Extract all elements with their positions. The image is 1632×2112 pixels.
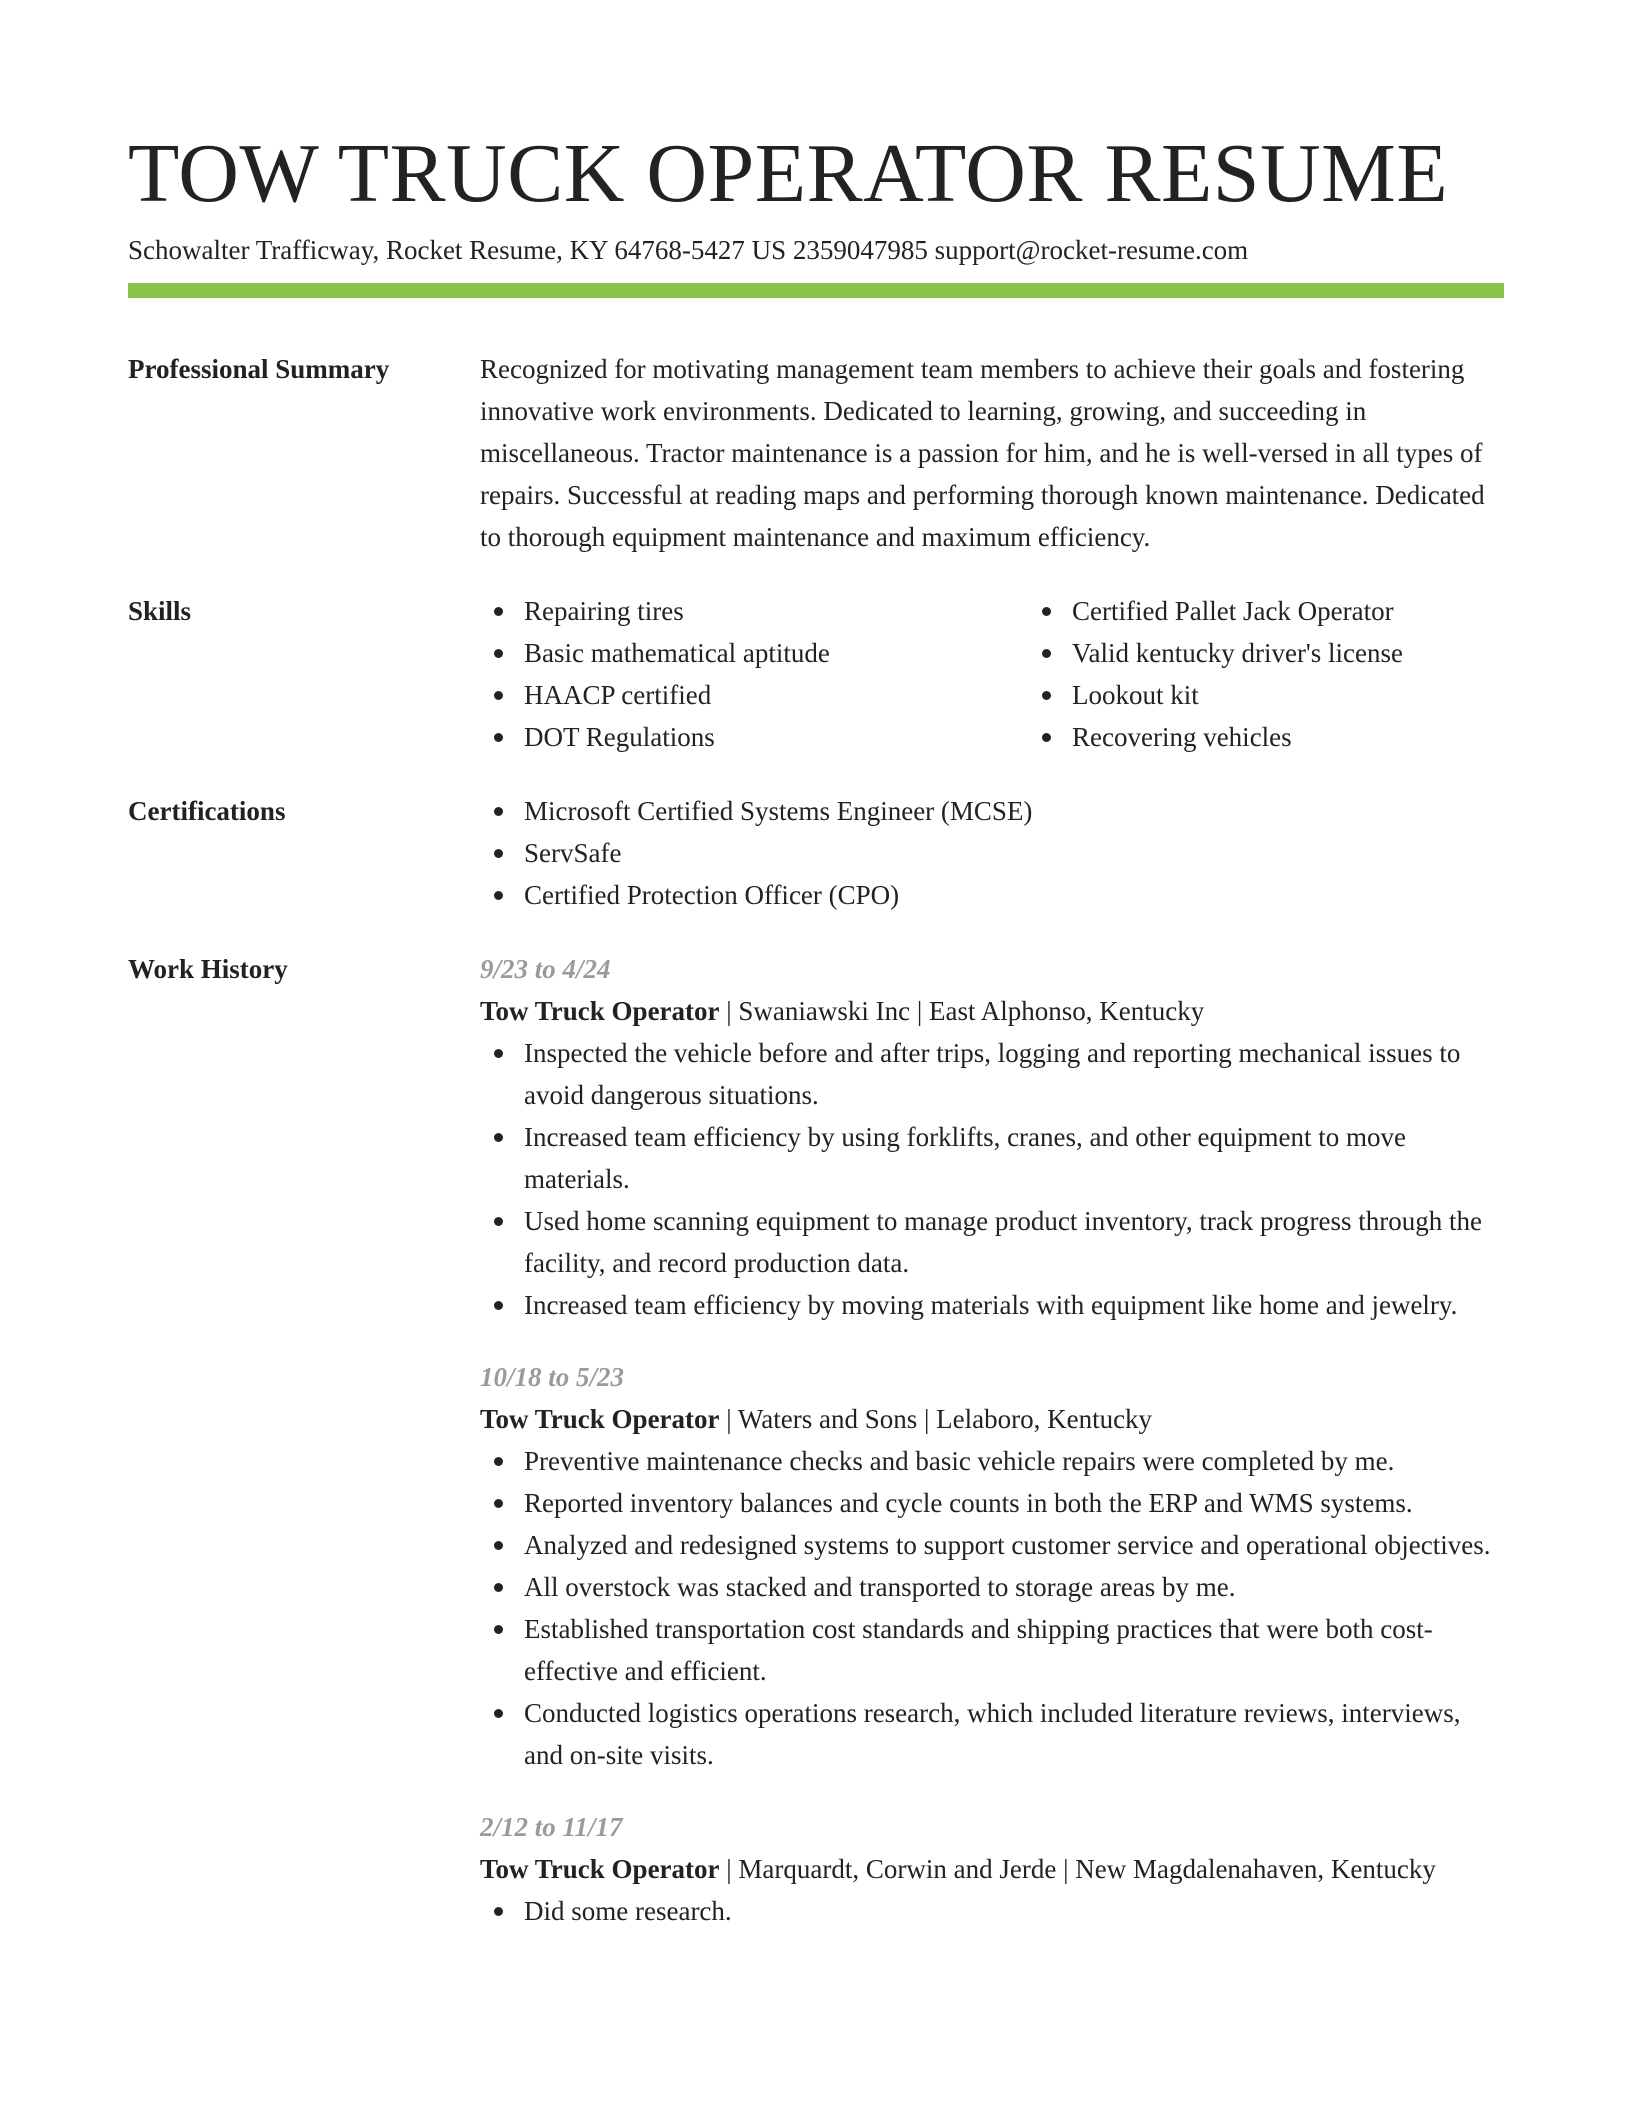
job-bullet-text: Increased team efficiency by using forklifts, cranes, and other equipment to move materials. xyxy=(524,1122,1406,1194)
bullet-icon xyxy=(494,1301,503,1310)
job-bullet-text: All overstock was stacked and transported to storage areas by me. xyxy=(524,1572,1236,1602)
skill-item xyxy=(524,632,1028,674)
bullet-icon xyxy=(494,1499,503,1508)
job-bullet-text: Preventive maintenance checks and basic vehicle repairs were completed by me. xyxy=(524,1446,1395,1476)
bullet-icon xyxy=(494,1457,503,1466)
job-title: Tow Truck Operator xyxy=(480,1404,720,1434)
job-entry xyxy=(480,1806,1504,1932)
certifications-section xyxy=(128,790,1504,916)
certifications-label: Certifications xyxy=(128,796,286,826)
bullet-icon xyxy=(494,1049,503,1058)
certification-text: Certified Protection Officer (CPO) xyxy=(524,880,900,910)
bullet-icon xyxy=(494,1541,503,1550)
summary-label: Professional Summary xyxy=(128,354,390,384)
bullet-icon xyxy=(494,1217,503,1226)
bullet-icon xyxy=(1042,733,1051,742)
job-bullets xyxy=(480,1890,1504,1932)
skill-text: Recovering vehicles xyxy=(1072,722,1292,752)
job-title: Tow Truck Operator xyxy=(480,1854,720,1884)
skill-text: DOT Regulations xyxy=(524,722,715,752)
job-bullet-text: Conducted logistics operations research, which included literature reviews, interviews, and on-site visits. xyxy=(524,1698,1461,1770)
certifications-body xyxy=(480,790,1504,916)
resume-title: TOW TRUCK OPERATOR RESUME xyxy=(128,127,1449,220)
work-history-body xyxy=(480,948,1504,1932)
accent-divider xyxy=(128,283,1504,298)
summary-text: Recognized for motivating management team members to achieve their goals and fostering innovative work environments. Dedicated to learning, growing, and succeeding in miscellaneous. Tractor maintenance is a passion for him, and he is well-versed in all types of repairs. Successful at reading maps and performing thorough known maintenance. Dedicated to thorough equipment maintenance and maximum efficiency. xyxy=(480,354,1485,552)
job-bullet-text: Reported inventory balances and cycle counts in both the ERP and WMS systems. xyxy=(524,1488,1413,1518)
certification-item xyxy=(524,832,1504,874)
skills-list-left xyxy=(480,590,1028,758)
job-bullet xyxy=(524,1482,1504,1524)
skills-label: Skills xyxy=(128,596,192,626)
job-bullet-text: Did some research. xyxy=(524,1896,732,1926)
job-bullet xyxy=(524,1440,1504,1482)
bullet-icon xyxy=(494,1625,503,1634)
bullet-icon xyxy=(494,1133,503,1142)
job-bullet-text: Inspected the vehicle before and after trips, logging and reporting mechanical issues to avoid dangerous situations. xyxy=(524,1038,1461,1110)
skill-item xyxy=(1072,674,1576,716)
job-bullet-text: Established transportation cost standards and shipping practices that were both cost-effective and efficient. xyxy=(524,1614,1433,1686)
job-bullets xyxy=(480,1440,1504,1776)
job-header xyxy=(480,1398,1504,1440)
bullet-icon xyxy=(494,1583,503,1592)
job-details: | Waters and Sons | Lelaboro, Kentucky xyxy=(719,1404,1153,1434)
bullet-icon xyxy=(1042,607,1051,616)
contact-info: Schowalter Trafficway, Rocket Resume, KY 64768-5427 US 2359047985 support@rocket-resume.com xyxy=(128,235,1249,265)
job-bullet xyxy=(524,1566,1504,1608)
skill-text: Lookout kit xyxy=(1072,680,1199,710)
bullet-icon xyxy=(494,607,503,616)
skills-list-right xyxy=(1028,590,1576,758)
bullet-icon xyxy=(1042,649,1051,658)
job-bullet xyxy=(524,1116,1504,1200)
job-bullet xyxy=(524,1284,1504,1326)
resume-page xyxy=(128,126,1504,1932)
skill-item xyxy=(524,716,1028,758)
job-bullets xyxy=(480,1032,1504,1326)
bullet-icon xyxy=(494,1709,503,1718)
bullet-icon xyxy=(494,807,503,816)
job-details: | Marquardt, Corwin and Jerde | New Magdalenahaven, Kentucky xyxy=(719,1854,1436,1884)
skill-item xyxy=(1072,632,1576,674)
job-dates: 2/12 to 11/17 xyxy=(480,1812,623,1842)
skill-text: Repairing tires xyxy=(524,596,684,626)
job-title: Tow Truck Operator xyxy=(480,996,720,1026)
certification-text: Microsoft Certified Systems Engineer (MCSE) xyxy=(524,796,1033,826)
job-bullet xyxy=(524,1524,1504,1566)
skills-grid xyxy=(480,590,1576,758)
job-dates: 9/23 to 4/24 xyxy=(480,954,611,984)
skill-item xyxy=(524,590,1028,632)
work-history-label: Work History xyxy=(128,954,288,984)
job-header xyxy=(480,1848,1504,1890)
certifications-list xyxy=(480,790,1504,916)
job-bullet xyxy=(524,1200,1504,1284)
job-bullet xyxy=(524,1032,1504,1116)
skill-text: Valid kentucky driver's license xyxy=(1072,638,1404,668)
bullet-icon xyxy=(494,649,503,658)
job-entry xyxy=(480,1356,1504,1776)
skills-body xyxy=(480,590,1576,758)
certification-text: ServSafe xyxy=(524,838,622,868)
skill-item xyxy=(1072,716,1576,758)
job-bullet-text: Used home scanning equipment to manage product inventory, track progress through the facility, and record production data. xyxy=(524,1206,1482,1278)
skill-text: Basic mathematical aptitude xyxy=(524,638,830,668)
job-bullet xyxy=(524,1608,1504,1692)
skill-item xyxy=(524,674,1028,716)
bullet-icon xyxy=(494,691,503,700)
summary-section xyxy=(128,348,1504,558)
skill-text: Certified Pallet Jack Operator xyxy=(1072,596,1394,626)
certification-item xyxy=(524,874,1504,916)
job-entry xyxy=(480,948,1504,1326)
skills-section xyxy=(128,590,1504,758)
job-bullet-text: Increased team efficiency by moving materials with equipment like home and jewelry. xyxy=(524,1290,1458,1320)
certification-item xyxy=(524,790,1504,832)
bullet-icon xyxy=(494,849,503,858)
bullet-icon xyxy=(494,733,503,742)
bullet-icon xyxy=(494,1907,503,1916)
job-header xyxy=(480,990,1504,1032)
job-bullet-text: Analyzed and redesigned systems to support customer service and operational objectives. xyxy=(524,1530,1491,1560)
skill-text: HAACP certified xyxy=(524,680,712,710)
skill-item xyxy=(1072,590,1576,632)
job-bullet xyxy=(524,1890,1504,1932)
work-history-section xyxy=(128,948,1504,1932)
bullet-icon xyxy=(494,891,503,900)
job-bullet xyxy=(524,1692,1504,1776)
bullet-icon xyxy=(1042,691,1051,700)
job-details: | Swaniawski Inc | East Alphonso, Kentucky xyxy=(719,996,1205,1026)
job-dates: 10/18 to 5/23 xyxy=(480,1362,625,1392)
